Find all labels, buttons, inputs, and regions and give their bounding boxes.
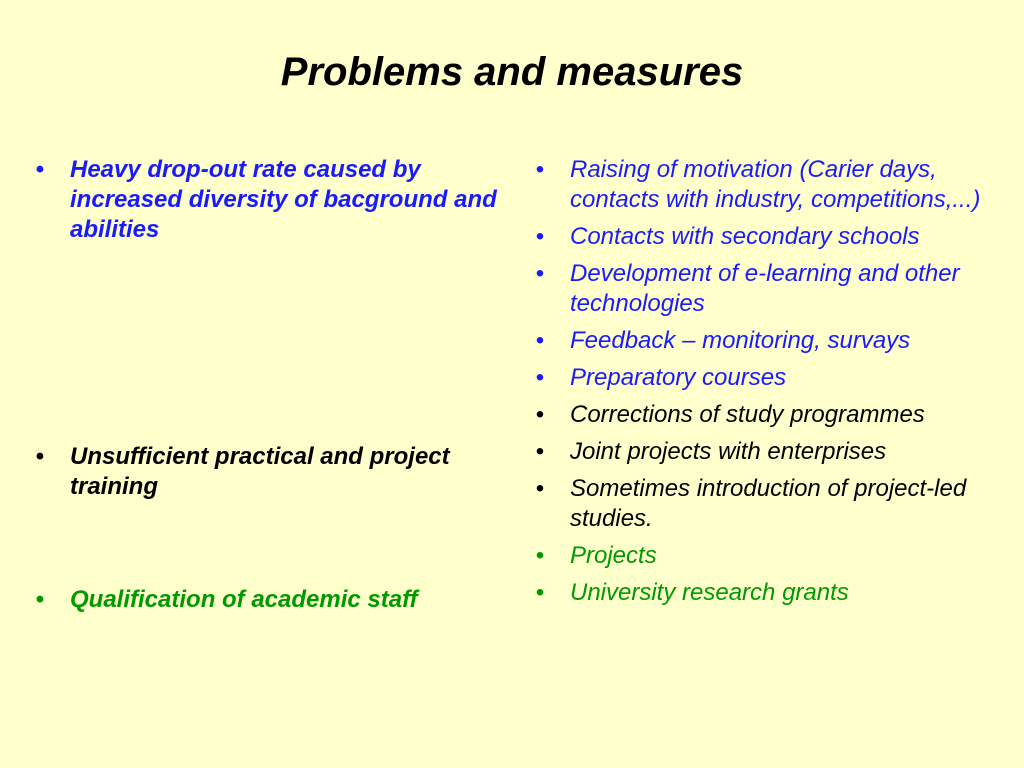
measure-item — [530, 326, 1020, 356]
measure-item — [530, 259, 1020, 319]
bullet-icon: • — [535, 579, 545, 606]
measure-text: Raising of motivation (Carier days, contacts with industry, competitions,...) — [570, 156, 981, 213]
bullet-icon: • — [535, 401, 545, 428]
bullet-icon: • — [535, 223, 545, 250]
measure-text: Projects — [570, 542, 657, 569]
problem-text: Heavy drop-out rate caused by increased diversity of bacground and abilities — [70, 156, 497, 243]
bullet-icon: • — [535, 475, 545, 502]
measure-text: Joint projects with enterprises — [570, 438, 887, 465]
measure-text: Contacts with secondary schools — [570, 223, 920, 250]
problem-item — [30, 155, 500, 245]
bullet-icon: • — [535, 327, 545, 354]
measure-text: Sometimes introduction of project-led studies. — [570, 475, 967, 532]
measure-item — [530, 541, 1020, 571]
problem-text: Qualification of academic staff — [70, 586, 418, 613]
bullet-icon: • — [535, 542, 545, 569]
measure-text: Corrections of study programmes — [570, 401, 925, 428]
problem-item — [30, 585, 500, 615]
bullet-icon: • — [35, 156, 45, 183]
bullet-icon: • — [35, 443, 45, 470]
measure-item — [530, 155, 1020, 215]
measure-item — [530, 363, 1020, 393]
bullet-icon: • — [35, 586, 45, 613]
measure-item — [530, 474, 1020, 534]
measure-item — [530, 222, 1020, 252]
bullet-icon: • — [535, 260, 545, 287]
problem-item — [30, 442, 500, 502]
bullet-icon: • — [535, 364, 545, 391]
measure-text: Feedback – monitoring, survays — [570, 327, 911, 354]
slide-title: Problems and measures — [280, 50, 744, 94]
measure-item — [530, 400, 1020, 430]
problem-text: Unsufficient practical and project training — [70, 443, 450, 500]
measure-text: University research grants — [570, 579, 849, 606]
measure-text: Preparatory courses — [570, 364, 787, 391]
bullet-icon: • — [535, 438, 545, 465]
measure-text: Development of e-learning and other technologies — [570, 260, 960, 317]
measure-item — [530, 578, 1020, 608]
measure-item — [530, 437, 1020, 467]
measures-list — [530, 155, 1020, 615]
bullet-icon: • — [535, 156, 545, 183]
